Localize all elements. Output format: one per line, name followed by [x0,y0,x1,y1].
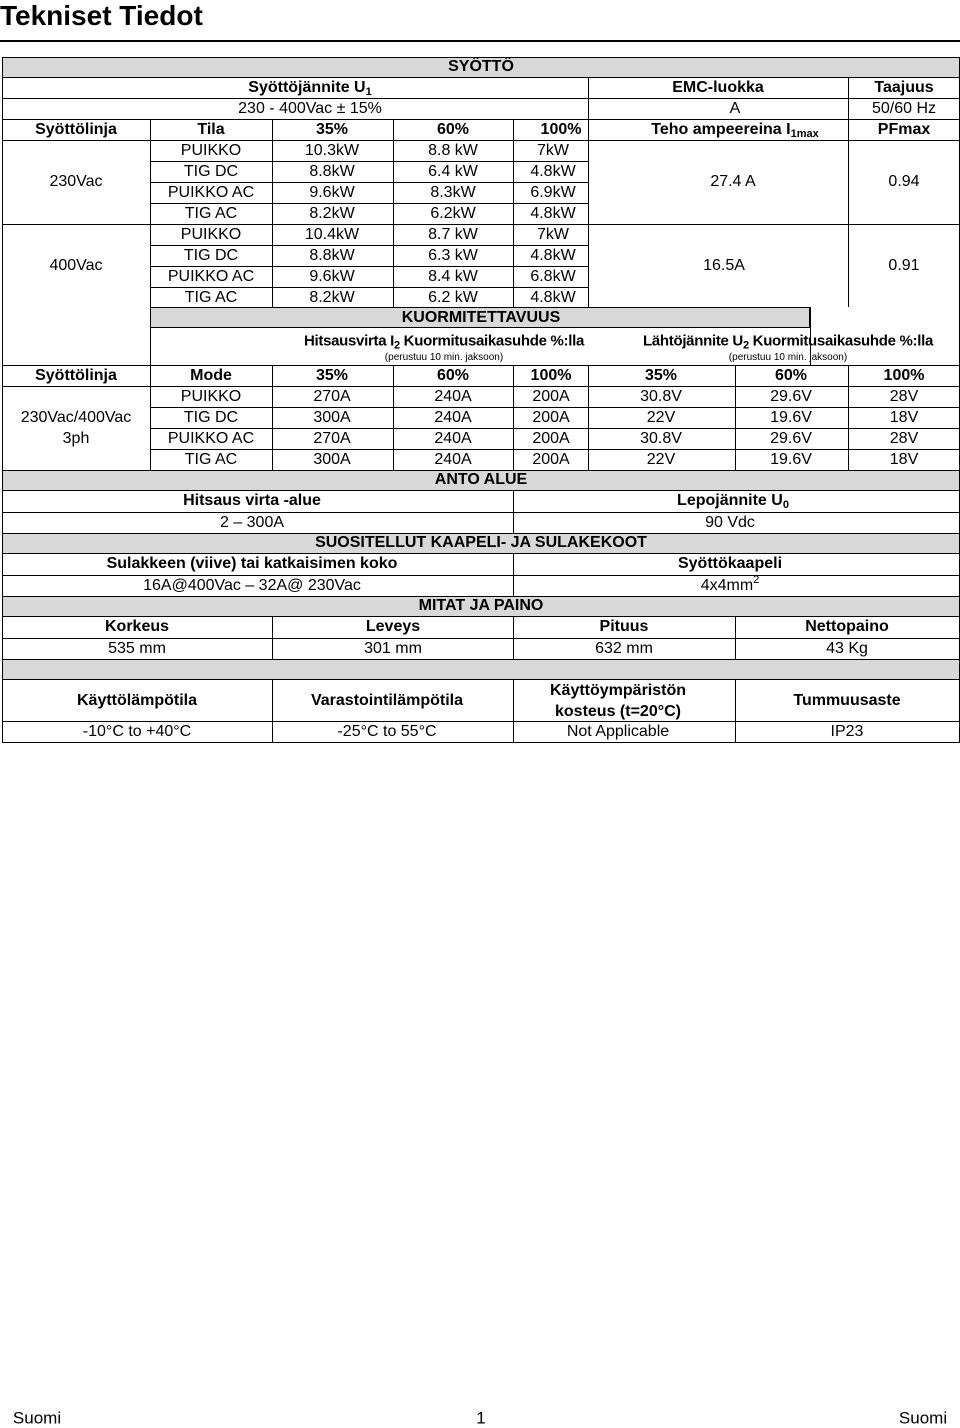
table-cell: 270A [313,388,351,405]
table-cell: 29.6V [770,388,812,405]
table-cell: 300A [313,451,351,468]
duty-col-voltage-35: 35% [644,367,678,384]
duty-col-current-35: 35% [315,367,349,384]
table-cell: 29.6V [770,430,812,447]
table-cell: 240A [434,430,472,447]
duty-col-voltage-100: 100% [883,367,925,384]
weight-value: 43 Kg [826,640,868,657]
table-cell: 8.3kW [430,184,476,201]
duty-current-header: Hitsausvirta $I_2$ Kuormitusaikasuhde %:lla [303,332,585,352]
height-label: Korkeus [104,618,170,635]
supply-section-title: SYÖTTÖ [448,58,514,75]
width-label: Leveys [365,618,421,635]
duty-current-note: (perustuu 10 min. jaksoon) [384,352,504,363]
table-cell: 4.8kW [530,163,576,180]
ip-rating-value: IP23 [830,723,864,740]
table-cell: 6.4 kW [428,163,478,180]
table-cell: 6.9kW [530,184,576,201]
table-cell: 8.8 kW [428,142,478,159]
footer-right: Suomi [898,1408,948,1428]
table-cell: 19.6V [770,451,812,468]
table-cell: PUIKKO [180,226,242,243]
table-cell: 8.8kW [309,247,355,264]
ocv-value: 90 Vdc [705,514,755,531]
ocv-label: Lepojännite $U_0$ [677,492,789,511]
table-cell: 240A [434,409,472,426]
table-cell: TIG AC [184,451,238,468]
table-cell: 28V [889,430,919,447]
frequency-value: 50/60 Hz [871,100,937,117]
col-supply-line: Syöttölinja [35,121,117,138]
frequency-label: Taajuus [874,79,934,96]
table-cell: 4.8kW [530,289,576,306]
group-400-pf: 0.91 [888,257,920,274]
table-cell: 18V [889,409,919,426]
operating-temp-label: Käyttölämpötila [76,692,198,709]
fuse-label: Sulakkeen (viive) tai katkaisimen koko [106,555,398,572]
cable-section-title: SUOSITELLUT KAAPELI- JA SULAKEKOOT [315,534,647,551]
current-range-value: 2 – 300A [219,514,285,531]
supply-voltage-label: Syöttöjännite $U_1$ [248,79,372,98]
group-230-current: 27.4 A [710,173,756,190]
group-230-line: 230Vac [49,173,103,190]
table-cell: 9.6kW [309,268,355,285]
fuse-value: 16A@400Vac – 32A@ 230Vac [143,577,361,594]
range-section-title: ANTO ALUE [434,471,528,488]
col-power-factor: PFmax [877,121,931,138]
table-cell: 10.3kW [304,142,360,159]
table-cell: TIG DC [183,247,239,264]
table-cell: 6.2kW [430,205,476,222]
table-cell: 200A [532,451,570,468]
duty-supply-line: 230Vac/400Vac [20,409,132,426]
table-cell: 22V [646,451,676,468]
table-cell: 30.8V [640,388,682,405]
footer-left: Suomi [12,1408,62,1428]
table-cell: 300A [313,409,351,426]
table-cell: 7kW [537,226,569,243]
table-cell: PUIKKO [180,388,242,405]
table-cell: PUIKKO AC [167,268,255,285]
group-400-line: 400Vac [49,257,103,274]
table-cell: 8.4 kW [428,268,478,285]
table-cell: 240A [434,451,472,468]
group-400-current: 16.5A [703,257,745,274]
table-cell: 200A [532,430,570,447]
table-cell: 200A [532,409,570,426]
table-cell: 8.2kW [309,205,355,222]
table-cell: TIG AC [184,289,238,306]
table-cell: PUIKKO AC [167,184,255,201]
table-cell: 4.8kW [530,247,576,264]
table-cell: 200A [532,388,570,405]
table-cell: PUIKKO [180,142,242,159]
humidity-label-line1: Käyttöympäristön [549,682,687,699]
width-value: 301 mm [364,640,422,657]
col-100: 100% [540,121,582,138]
duty-col-voltage-60: 60% [774,367,808,384]
duty-col-current-100: 100% [530,367,572,384]
storage-temp-value: -25°C to 55°C [337,723,437,740]
duty-col-supply-line: Syöttölinja [35,367,117,384]
table-cell: 6.8kW [530,268,576,285]
table-cell: 9.6kW [309,184,355,201]
table-cell: 240A [434,388,472,405]
table-cell: 19.6V [770,409,812,426]
storage-temp-label: Varastointilämpötila [310,692,464,709]
table-cell: 30.8V [640,430,682,447]
table-cell: 6.3 kW [428,247,478,264]
table-cell: 7kW [537,142,569,159]
duty-section-title: KUORMITETTAVUUS [401,309,561,326]
col-input-current: Teho ampeereina $I_{1max}$ [651,121,819,140]
supply-voltage-value: 230 - 400Vac ± 15% [238,100,382,117]
table-cell: 8.7 kW [428,226,478,243]
page-number: 1 [476,1408,486,1428]
group-230-pf: 0.94 [888,173,920,190]
duty-col-current-60: 60% [436,367,470,384]
dims-section-title: MITAT JA PAINO [418,597,544,614]
supply-cable-value: $4x4mm^2$ [700,574,760,594]
col-mode: Tila [197,121,225,138]
table-cell: 8.8kW [309,163,355,180]
duty-voltage-note: (perustuu 10 min. jaksoon) [728,352,848,363]
table-cell: 28V [889,388,919,405]
length-label: Pituus [599,618,649,635]
height-value: 535 mm [108,640,166,657]
duty-voltage-header: Lähtöjännite $U_2$ Kuormitusaikasuhde %:lla [642,332,934,352]
table-cell: 270A [313,430,351,447]
table-cell: TIG AC [184,205,238,222]
table-cell: 18V [889,451,919,468]
current-range-label: Hitsaus virta -alue [183,492,321,509]
table-cell: 22V [646,409,676,426]
duty-supply-phase: 3ph [62,430,90,447]
table-cell: 8.2kW [309,289,355,306]
length-value: 632 mm [595,640,653,657]
page-title: Tekniset Tiedot [0,0,203,31]
table-cell: PUIKKO AC [167,430,255,447]
humidity-label-line2: kosteus (t=20°C) [555,703,681,720]
duty-col-mode: Mode [190,367,232,384]
emc-class-value: A [729,100,741,117]
col-60: 60% [436,121,470,138]
emc-class-label: EMC-luokka [672,79,764,96]
table-cell: 4.8kW [530,205,576,222]
humidity-value: Not Applicable [566,723,670,740]
table-cell: 6.2 kW [428,289,478,306]
table-cell: 10.4kW [304,226,360,243]
col-35: 35% [315,121,349,138]
table-cell: TIG DC [183,409,239,426]
supply-cable-label: Syöttökaapeli [677,555,783,572]
operating-temp-value: -10°C to +40°C [82,723,192,740]
weight-label: Nettopaino [805,618,889,635]
ip-rating-label: Tummuusaste [793,692,901,709]
table-cell: TIG DC [183,163,239,180]
